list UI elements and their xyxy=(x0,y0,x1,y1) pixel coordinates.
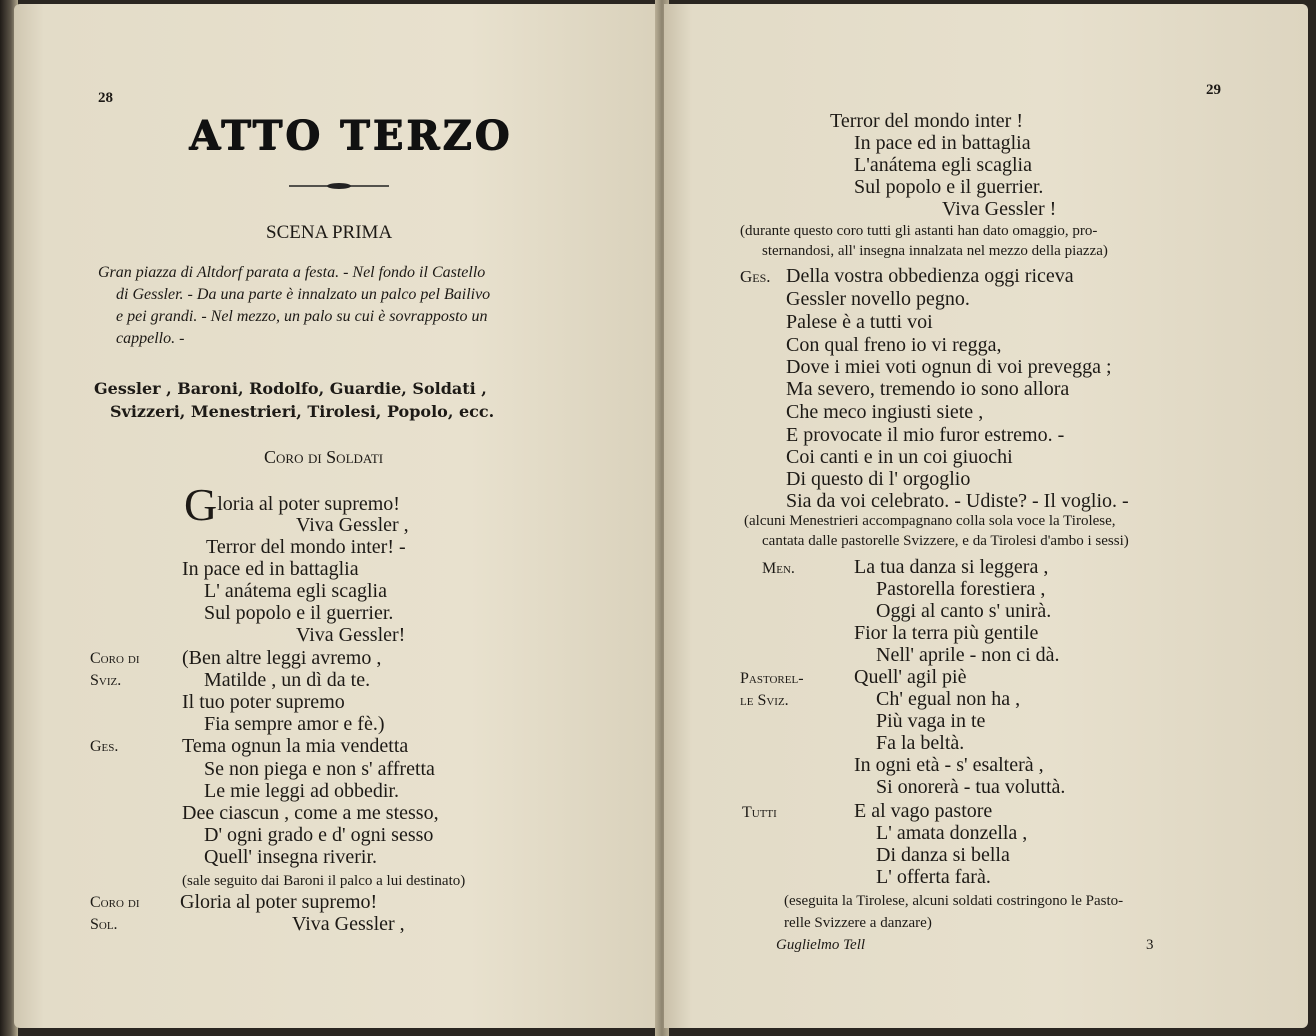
verse-line: Viva Gessler , xyxy=(292,913,405,935)
verse-text: loria al poter supremo! xyxy=(217,493,400,515)
right-page xyxy=(664,4,1308,1028)
chorus-heading: Coro di Soldati xyxy=(264,447,384,467)
scene-title: SCENA PRIMA xyxy=(266,222,393,243)
stage-direction: cantata dalle pastorelle Svizzere, e da Tirolesi d'ambo i sessi) xyxy=(762,533,1129,549)
speaker-label: Ges. xyxy=(740,267,771,286)
verse-line: Quell' insegna riverir. xyxy=(204,846,377,868)
speaker-label: Ges. xyxy=(90,738,119,755)
verse-line: Gloria al poter supremo! xyxy=(180,891,378,913)
stage-direction: (alcuni Menestrieri accompagnano colla sola voce la Tirolese, xyxy=(744,513,1116,529)
verse-line: Fior la terra più gentile xyxy=(854,622,1039,644)
verse-line: Matilde , un dì da te. xyxy=(204,669,371,691)
verse-line: D' ogni grado e d' ogni sesso xyxy=(204,824,434,846)
verse-line: Gessler novello pegno. xyxy=(786,288,970,310)
verse-line: Sia da voi celebrato. - Udiste? - Il voglio. - xyxy=(786,490,1129,512)
verse-line: Dee ciascun , come a me stesso, xyxy=(182,802,439,824)
verse-line: Più vaga in te xyxy=(876,710,986,732)
verse-line: Terror del mondo inter ! xyxy=(830,110,1023,132)
verse-line: Di questo di l' orgoglio xyxy=(786,468,971,490)
speaker-label: Tutti xyxy=(742,804,777,821)
stage-direction-line: e pei grandi. - Nel mezzo, un palo su cui è sovrapposto un xyxy=(116,308,488,325)
verse-line: In pace ed in battaglia xyxy=(854,132,1031,154)
speaker-label: Pastorel- xyxy=(740,670,804,687)
drop-cap: G xyxy=(184,479,218,530)
verse-line: Fia sempre amor e fè.) xyxy=(204,713,385,735)
verse-line: Con qual freno io vi regga, xyxy=(786,334,1002,356)
verse-line: E al vago pastore xyxy=(854,800,993,822)
verse-line: Palese è a tutti voi xyxy=(786,311,933,333)
stage-direction: sternandosi, all' insegna innalzata nel mezzo della piazza) xyxy=(762,243,1108,259)
verse-line: Viva Gessler ! xyxy=(942,198,1057,220)
verse-line: (Ben altre leggi avremo , xyxy=(182,647,382,669)
verse-line: L'anátema egli scaglia xyxy=(854,154,1032,176)
stage-direction: (sale seguito dai Baroni il palco a lui destinato) xyxy=(182,873,466,889)
stage-direction-line: cappello. - xyxy=(116,330,185,347)
character-list-line: Gessler , Baroni, Rodolfo, Guardie, Soldati , xyxy=(94,379,487,398)
speaker-label: Men. xyxy=(762,560,795,577)
verse-line: L' anátema egli scaglia xyxy=(204,580,387,602)
verse-line: Le mie leggi ad obbedir. xyxy=(204,780,399,802)
verse-line: Viva Gessler , xyxy=(296,514,409,536)
verse-line: Ch' egual non ha , xyxy=(876,688,1021,710)
verse-line: Il tuo poter supremo xyxy=(182,691,345,713)
page-number-left: 28 xyxy=(98,90,113,106)
speaker-label: le Sviz. xyxy=(740,692,789,709)
verse-line: In ogni età - s' esalterà , xyxy=(854,754,1044,776)
verse-line: Dove i miei voti ognun di voi prevegga ; xyxy=(786,356,1112,378)
verse-line: Pastorella forestiera , xyxy=(876,578,1046,600)
speaker-label: Sviz. xyxy=(90,672,122,689)
stage-direction: (eseguita la Tirolese, alcuni soldati costringono le Pasto- xyxy=(784,893,1124,909)
stage-direction-line: di Gessler. - Da una parte è innalzato un palco pel Bailivo xyxy=(116,286,491,303)
running-footer: Guglielmo Tell xyxy=(776,937,866,953)
verse-line: Della vostra obbedienza oggi riceva xyxy=(786,265,1074,287)
verse-line: Fa la beltà. xyxy=(876,732,965,754)
signature-mark: 3 xyxy=(1146,937,1154,953)
speaker-label: Coro di xyxy=(90,894,140,911)
page-number-right: 29 xyxy=(1206,82,1221,98)
verse-line: Nell' aprile - non ci dà. xyxy=(876,644,1060,666)
verse-line: L' amata donzella , xyxy=(876,822,1028,844)
character-list-line: Svizzeri, Menestrieri, Tirolesi, Popolo, ecc. xyxy=(110,402,495,421)
title-ornament xyxy=(289,182,389,190)
verse-line: Si onorerà - tua voluttà. xyxy=(876,776,1066,798)
verse-line: Se non piega e non s' affretta xyxy=(204,758,435,780)
verse-line: Di danza si bella xyxy=(876,844,1010,866)
verse-line: Terror del mondo inter! - xyxy=(206,536,406,558)
stage-direction: relle Svizzere a danzare) xyxy=(784,915,932,931)
verse-line: In pace ed in battaglia xyxy=(182,558,359,580)
verse-line: L' offerta farà. xyxy=(876,866,991,888)
left-page xyxy=(14,4,664,1028)
verse-line: Ma severo, tremendo io sono allora xyxy=(786,378,1070,400)
verse-line: Oggi al canto s' unirà. xyxy=(876,600,1052,622)
verse-line: Coi canti e in un coi giuochi xyxy=(786,446,1013,468)
verse-line: E provocate il mio furor estremo. - xyxy=(786,424,1065,446)
speaker-label: Coro di xyxy=(90,650,140,667)
verse-line: Che meco ingiusti siete , xyxy=(786,401,984,423)
verse-line: Sul popolo e il guerrier. xyxy=(854,176,1044,198)
stage-direction: (durante questo coro tutti gli astanti han dato omaggio, pro- xyxy=(740,223,1098,239)
verse-line: Sul popolo e il guerrier. xyxy=(204,602,394,624)
stage-direction-line: Gran piazza di Altdorf parata a festa. - Nel fondo il Castello xyxy=(98,264,486,281)
act-title: ATTO TERZO xyxy=(189,112,513,159)
verse-line: Quell' agil piè xyxy=(854,666,967,688)
verse-line: La tua danza si leggera , xyxy=(854,556,1049,578)
speaker-label: Sol. xyxy=(90,916,118,933)
verse-line: Tema ognun la mia vendetta xyxy=(182,735,409,757)
verse-line: Viva Gessler! xyxy=(296,624,406,646)
